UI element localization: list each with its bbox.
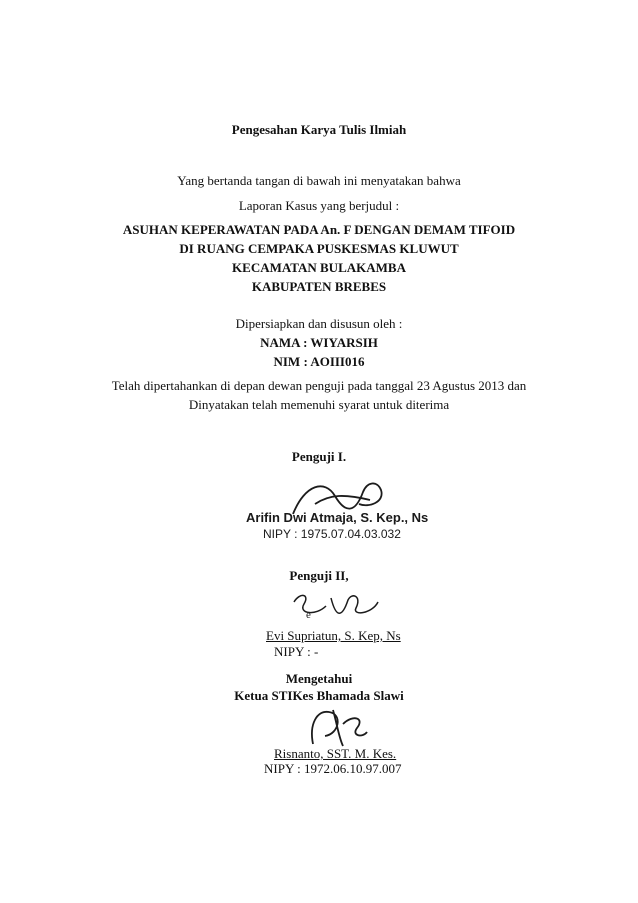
author-name: NAMA : WIYARSIH [260,335,378,350]
intro-line-2: Laporan Kasus yang berjudul : [238,198,400,213]
examiner-2-heading: Penguji II, [289,568,349,583]
examiner-1-nipy: NIPY : 1975.07.04.03.032 [263,527,401,541]
report-title-line-4: KABUPATEN BREBES [251,279,387,294]
defense-line-2: Dinyatakan telah memenuhi syarat untuk diterima [188,397,450,412]
examiner-2-name: Evi Supriatun, S. Kep, Ns [266,628,401,643]
approval-label: Mengetahui [285,671,353,686]
document-title: Pengesahan Karya Tulis Ilmiah [231,122,407,137]
examiner-1-heading: Penguji I. [291,449,347,464]
director-signature [303,704,373,750]
defense-line-1: Telah dipertahankan di depan dewan penguji pada tanggal 23 Agustus 2013 dan [111,378,527,393]
examiner-1-name: Arifin Dwi Atmaja, S. Kep., Ns [246,510,429,525]
report-title-line-3: KECAMATAN BULAKAMBA [232,260,406,275]
examiner-2-nipy: NIPY : - [274,644,319,659]
director-nipy: NIPY : 1972.06.10.97.007 [264,761,402,776]
author-nim: NIM : AOIII016 [273,354,365,369]
report-title-line-1: ASUHAN KEPERAWATAN PADA An. F DENGAN DEMAM TIFOID [122,222,516,237]
director-name: Risnanto, SST. M. Kes. [274,746,397,761]
prepared-label: Dipersiapkan dan disusun oleh : [235,316,403,331]
intro-line-1: Yang bertanda tangan di bawah ini menyatakan bahwa [177,173,461,188]
svg-text:e: e [306,609,311,621]
report-title-line-2: DI RUANG CEMPAKA PUSKESMAS KLUWUT [179,241,459,256]
approval-position: Ketua STIKes Bhamada Slawi [234,688,404,703]
examiner-2-signature [286,588,386,628]
